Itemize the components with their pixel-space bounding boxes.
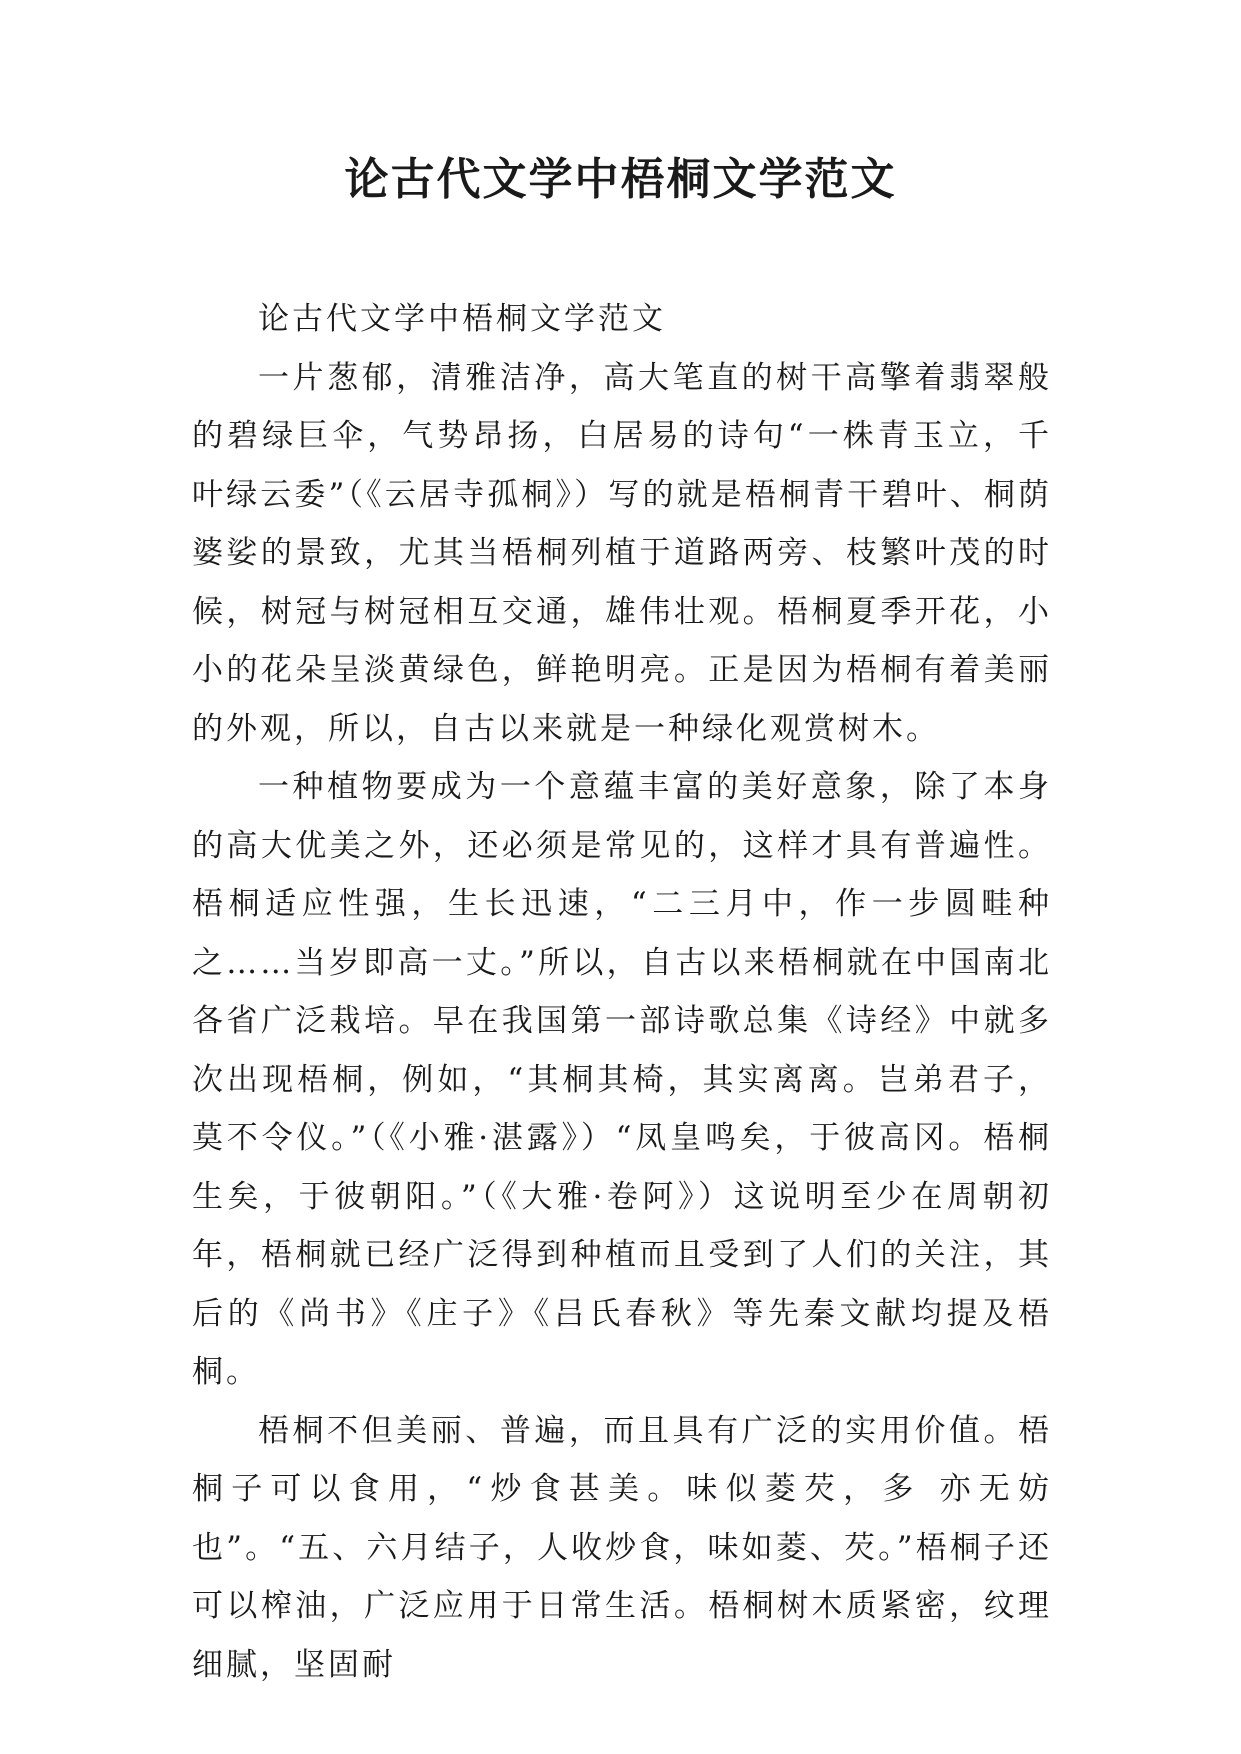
paragraph: 一种植物要成为一个意蕴丰富的美好意象，除了本身的高大优美之外，还必须是常见的，这样才具有普遍性。梧桐适应性强，生长迅速，“二三月中，作一步圆畦种之……当岁即高一丈。”所以，自古以来梧桐就在中国南北各省广泛栽培。早在我国第一部诗歌总集《诗经》中就多次出现梧桐，例如，“其桐其椅，其实离离。岂弟君子，莫不令仪。”（《小雅·湛露》）“凤皇鸣矣，于彼高冈。梧桐生矣，于彼朝阳。”（《大雅·卷阿》）这说明至少在周朝初年，梧桐就已经广泛得到种植而且受到了人们的关注，其后的《尚书》《庄子》《吕氏春秋》等先秦文献均提及梧桐。 <box>192 769 1052 1390</box>
paragraph: 一片葱郁，清雅洁净，高大笔直的树干高擎着翡翠般的碧绿巨伞，气势昂扬，白居易的诗句“一株青玉立，千叶绿云委”（《云居寺孤桐》）写的就是梧桐青干碧叶、桐荫婆娑的景致，尤其当梧桐列植于道路两旁、枝繁叶茂的时候，树冠与树冠相互交通，雄伟壮观。梧桐夏季开花，小小的花朵呈淡黄绿色，鲜艳明亮。正是因为梧桐有着美丽的外观，所以，自古以来就是一种绿化观赏树木。 <box>192 359 1052 747</box>
document-body <box>192 290 1052 1694</box>
paragraph: 梧桐不但美丽、普遍，而且具有广泛的实用价值。梧桐子可以食用，“炒食甚美。味似菱芡，多 亦无妨也”。“五、六月结子，人收炒食，味如菱、芡。”梧桐子还可以榨油，广泛应用于日常生活。梧桐树木质紧密，纹理细腻，坚固耐 <box>192 1412 1052 1683</box>
paragraph-subtitle: 论古代文学中梧桐文学范文 <box>258 301 666 337</box>
document-title: 论古代文学中梧桐文学范文 <box>344 154 897 205</box>
